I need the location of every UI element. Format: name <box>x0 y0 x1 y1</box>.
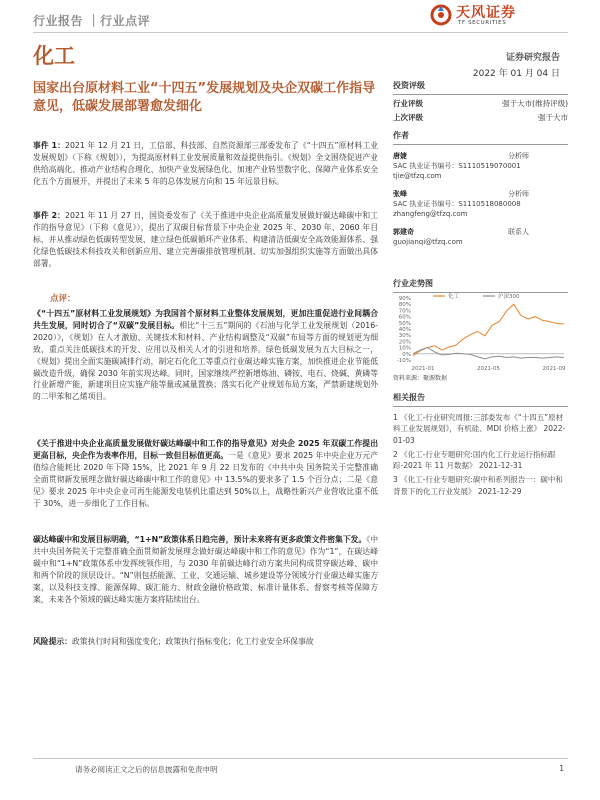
rating-key: 上次评级 <box>393 113 423 122</box>
rating-key: 行业评级 <box>393 99 423 108</box>
analyst-entry <box>393 151 568 181</box>
rating-value: 强于大市(维持评级) <box>502 99 568 108</box>
comment-paragraph-1 <box>33 308 378 403</box>
analyst-name: 张峰 <box>393 190 407 198</box>
chart-title: 行业走势图 <box>393 279 433 288</box>
event-1 <box>33 140 378 188</box>
analyst-cert: SAC 执业证书编号：S1110519070001 <box>393 162 521 170</box>
footer-disclaimer: 请务必阅读正文之后的信息披露和免责申明 <box>75 765 218 774</box>
y-tick-label: 40% <box>398 327 411 333</box>
paragraph-lead: 碳达峰碳中和发展目标明确，“1+N”政策体系日趋完善，预计未来将有更多政策文件密集下发。 <box>33 535 367 544</box>
logo-icon <box>430 4 452 26</box>
rating-row <box>393 111 568 125</box>
event-label: 事件 2： <box>33 211 66 220</box>
y-tick-label: 70% <box>398 308 411 315</box>
rating-value: 强于大市 <box>538 113 568 122</box>
report-date: 2022 年 01 月 04 日 <box>472 69 560 79</box>
logo <box>430 0 570 30</box>
risk-text: 政策执行时间和强度变化；政策执行指标变化；化工行业安全环保事故 <box>71 637 314 646</box>
series-line-沪深300 <box>413 348 564 359</box>
logo-text: 天风证券 <box>456 5 516 21</box>
related-box <box>393 392 568 500</box>
paragraph-text: 一是《意见》要求 2025 年中央企业万元产值综合能耗比 2020 年下降 15%，比 2021 年 9 月 22 日发布的《中共中央 国务院关于完整准确全面贯彻新发展理念做好碳达峰碳中和工作的意见》中 13.5%的要求多了 1.5 个百分点；二是《意见》要求 2025 年中央企业可再生能源发电装机比重达到 50%以上，战略性新兴产业营收比重不低于 30%，进一步细化了工作目标。 <box>33 450 378 508</box>
comment-paragraph-2 <box>33 438 378 509</box>
analyst-role: 分析师 <box>508 152 529 160</box>
analyst-box <box>393 130 568 247</box>
analyst-entry <box>393 189 568 219</box>
y-tick-label: 30% <box>398 333 411 340</box>
event-text: 2021 年 12 月 21 日，工信部、科技部、自然资源部三部委发布了《“十四五”原材料工业发展规划》（下称《规划》），为提高原材料工业发展质量和效益提供指引。《规划》全文围绕促进产业供给高端化、推动产业结构合理化、加快产业发展绿色化、加速产业转型数字化、保障产业体系安全化五个方面展开，并提出了未来 5 年的总体发展方向和 15 年远景目标。 <box>33 141 379 186</box>
y-tick-label: 0% <box>402 351 411 358</box>
y-tick-label: -10% <box>396 358 411 364</box>
rating-row <box>393 97 568 111</box>
report-title: 国家出台原材料工业“十四五”发展规划及央企双碳工作指导意见，低碳发展部署愈发细化 <box>33 81 376 114</box>
footer-divider <box>33 758 568 759</box>
event-label: 事件 1： <box>33 141 65 150</box>
logo-subtext: TF SECURITIES <box>458 20 507 26</box>
analyst-title: 作者 <box>393 131 409 140</box>
divider <box>393 144 568 145</box>
divider <box>393 94 568 95</box>
y-tick-label: 10% <box>398 345 411 352</box>
y-tick-label: 80% <box>398 302 411 309</box>
doc-type: 证券研究报告 <box>505 53 560 63</box>
related-report-link[interactable]: 3 《化工-行业专题研究:碳中和系列报告一：碳中和背景下的化工行业发展》 2021-12-29 <box>393 475 563 496</box>
paragraph-lead: 《关于推进中央企业高质量发展做好碳达峰碳中和工作的指导意见》对央企 2025 年双碳工作提出更高目标，央企作为表率作用，目标一致但目标值更高。 <box>33 439 378 460</box>
related-report-link[interactable]: 1 《化工-行业研究周报:三部委发布《“十四五”原材料工业发展规划》，有机硅、MDI 价格上涨》 2022-01-03 <box>393 413 566 445</box>
paragraph-text: 《中共中央国务院关于完整准确全面贯彻新发展理念做好碳达峰碳中和工作的意见》作为“1”，在碳达峰碳中和“1+N”政策体系中发挥统领作用，与 2030 年前碳达峰行动方案共同构成贯穿碳达峰、碳中和两个阶段的顶层设计。“N”则包括能源、工业、交通运输、城乡建设等分领域分行业碳达峰实施方案，以及科技支撑、能源保障、碳汇能力、财政金融价格政策、标准计量体系、督察考核等保障方案，未来各个领域的碳达峰实施方案将陆续出台。 <box>33 535 378 604</box>
series-line-化工 <box>413 304 564 356</box>
legend-label: 化工 <box>448 294 460 300</box>
page-number: 1 <box>559 764 564 773</box>
analyst-cert: SAC 执业证书编号：S1110518080008 <box>393 200 521 208</box>
x-tick-label: 2021-01 <box>411 366 435 372</box>
industry-name: 化工 <box>33 44 75 68</box>
rating-box <box>393 80 568 125</box>
analyst-role: 分析师 <box>508 190 529 198</box>
y-tick-label: 20% <box>398 339 411 346</box>
chart-box <box>393 278 568 293</box>
event-text: 2021 年 11 月 27 日，国资委发布了《关于推进中央企业高质量发展做好碳达峰碳中和工作的指导意见》（下称《意见》），提出了双碳目标背景下中央企业 2025 年、2030 年、2060 年目标，并从推动绿色低碳转型发展、建立绿色低碳循环产业体系、构建清洁低碳安全高效能源体系、强化绿色低碳技术科技攻关和创新应用、建立完善碳排放管理机制、切实加强组织实施等方面做出具体部署。 <box>33 211 379 268</box>
analyst-name: 唐婕 <box>393 152 407 160</box>
analyst-role: 联系人 <box>508 228 529 236</box>
related-title: 相关报告 <box>393 393 425 402</box>
comment-paragraph-3 <box>33 534 378 605</box>
rating-title: 投资评级 <box>393 81 425 90</box>
trend-chart <box>393 292 568 372</box>
header-divider <box>33 32 568 33</box>
analyst-name: 郭建奇 <box>393 228 414 236</box>
report-category: 行业报告 ｜行业点评 <box>33 14 151 28</box>
analyst-email[interactable]: tjie@tfzq.com <box>393 172 442 180</box>
analyst-email[interactable]: guojianqi@tfzq.com <box>393 238 463 246</box>
paragraph-text: 相比“十三五”期间的《石油与化学工业发展规划（2016-2020）》，《规划》在人才激励、关键技术和材料、产业结构调整及“双碳”布局等方面的规划更为细致，重点关注低碳技术的开发、应用以及相关人才的引进和培养。绿色低碳发展为五大目标之一，《规划》提出全面实施碳减排行动，制定石化化工等重点行业碳达峰实施方案，加快推进企业节能低碳改造升级，确保 2030 年前实现达峰。同时，国家继续严控新增炼油、磷铵、电石、烧碱、黄磷等行业新增产能，新建项目应实施产能等量或减量置换；落实石化产业规划布局方案，严禁新建规划外的二甲苯和乙烯项目。 <box>33 320 378 402</box>
event-2 <box>33 210 378 270</box>
related-report-link[interactable]: 2 《化工-行业专题研究:国内化工行业运行指标跟踪-2021 年 11 月数据》 2021-12-31 <box>393 449 556 471</box>
divider <box>393 406 568 407</box>
y-tick-label: 60% <box>398 314 411 321</box>
y-tick-label: 50% <box>398 320 411 327</box>
paragraph-lead: 《“十四五”原材料工业发展规划》为我国首个原材料工业整体发展规划，更加注重促进行业间耦合共生发展，同时切合了“双碳”发展目标。 <box>33 309 378 330</box>
analyst-email[interactable]: zhangfeng@tfzq.com <box>393 210 468 218</box>
x-tick-label: 2021-05 <box>477 366 500 372</box>
chart-source: 资料来源：聚源数据 <box>393 375 448 382</box>
analyst-entry <box>393 227 568 247</box>
risk-warning <box>33 636 378 648</box>
x-tick-label: 2021-09 <box>542 366 566 372</box>
risk-label: 风险提示： <box>33 637 72 646</box>
legend-label: 沪深300 <box>498 294 520 300</box>
comment-heading: 点评： <box>50 294 76 304</box>
y-tick-label: 90% <box>398 296 411 302</box>
